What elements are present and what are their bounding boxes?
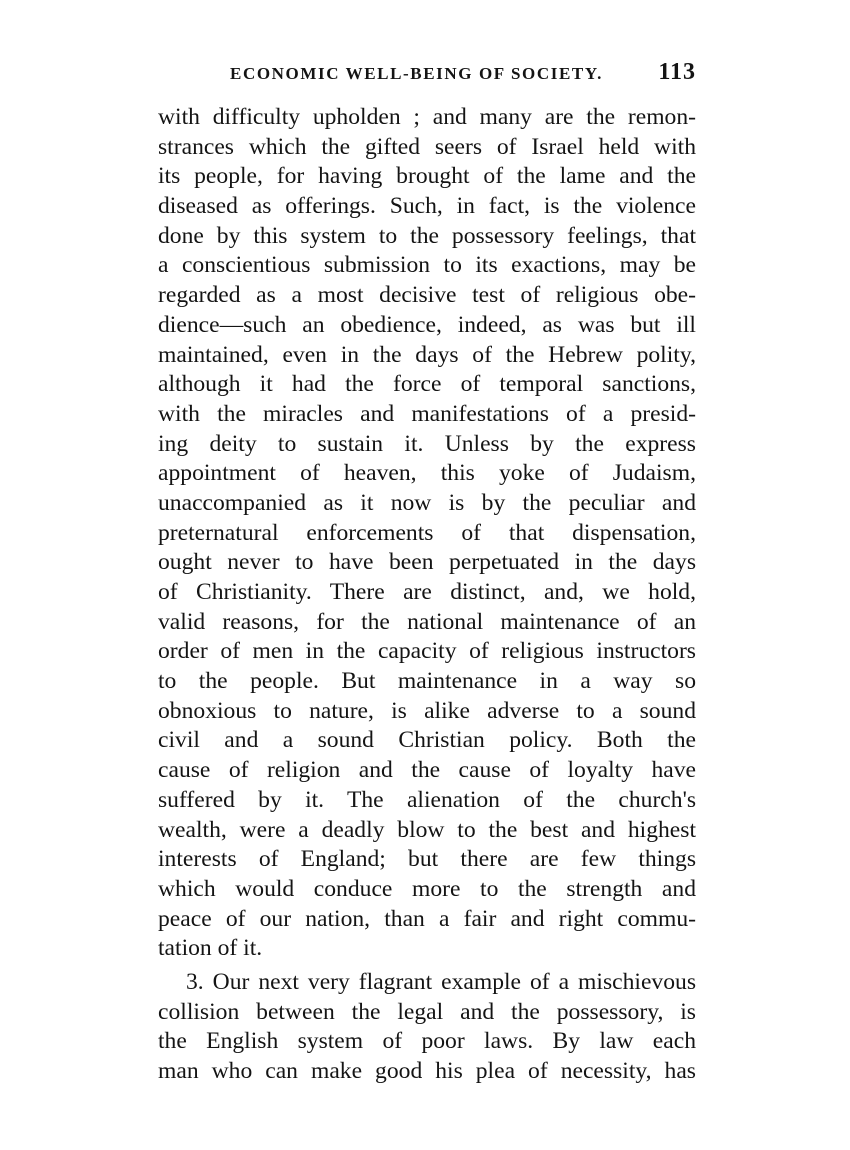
text-line: regarded as a most decisive test of religious obe-: [158, 282, 696, 309]
body-text: [158, 103, 696, 1087]
text-line: civil and a sound Christian policy. Both the: [158, 727, 696, 754]
text-line: maintained, even in the days of the Hebrew polity,: [158, 341, 696, 368]
text-line: its people, for having brought of the lame and the: [158, 163, 696, 190]
text-line: strances which the gifted seers of Israel held with: [158, 133, 696, 160]
text-line: with difficulty upholden ; and many are the remon-: [158, 104, 696, 130]
text-line: preternatural enforcements of that dispensation,: [158, 519, 696, 546]
text-line: dience—such an obedience, indeed, as was but ill: [158, 311, 696, 338]
text-line: unaccompanied as it now is by the peculiar and: [158, 489, 696, 516]
text-line: of Christianity. There are distinct, and, we hold,: [158, 579, 696, 605]
text-line: to the people. But maintenance in a way so: [158, 668, 696, 695]
text-line: although it had the force of temporal sanctions,: [158, 371, 696, 398]
text-line: collision between the legal and the possessory, is: [158, 998, 696, 1025]
text-line: cause of religion and the cause of loyalty have: [158, 757, 696, 784]
text-line: diseased as offerings. Such, in fact, is the violence: [158, 193, 696, 220]
text-line: done by this system to the possessory feelings, that: [158, 222, 696, 249]
paragraph-2: [158, 968, 696, 1087]
text-line: interests of England; but there are few things: [158, 846, 696, 873]
text-line: ing deity to sustain it. Unless by the express: [158, 430, 696, 457]
text-line: peace of our nation, than a fair and right commu-: [158, 905, 696, 932]
page-number: 113: [658, 59, 696, 85]
text-line: man who can make good his plea of necessity, has: [158, 1058, 696, 1084]
text-line: ought never to have been perpetuated in the days: [158, 549, 696, 576]
text-line: a conscientious submission to its exactions, may be: [158, 252, 696, 279]
text-line: tation of it.: [158, 935, 263, 962]
text-line: suffered by it. The alienation of the church's: [158, 786, 696, 813]
text-line: which would conduce more to the strength and: [158, 875, 696, 902]
text-line: wealth, were a deadly blow to the best and highest: [158, 816, 696, 843]
text-line: with the miracles and manifestations of a presid-: [158, 400, 696, 427]
text-line: order of men in the capacity of religious instructors: [158, 638, 696, 665]
running-head: ECONOMIC WELL-BEING OF SOCIETY.: [230, 64, 603, 83]
text-line: appointment of heaven, this yoke of Judaism,: [158, 460, 696, 487]
page-header: [158, 60, 696, 92]
text-line: the English system of poor laws. By law each: [158, 1028, 696, 1055]
text-line: obnoxious to nature, is alike adverse to a sound: [158, 697, 696, 724]
paragraph-1: [158, 103, 696, 964]
text-line: 3. Our next very flagrant example of a mischievous: [186, 968, 696, 995]
text-line: valid reasons, for the national maintenance of an: [158, 608, 696, 635]
